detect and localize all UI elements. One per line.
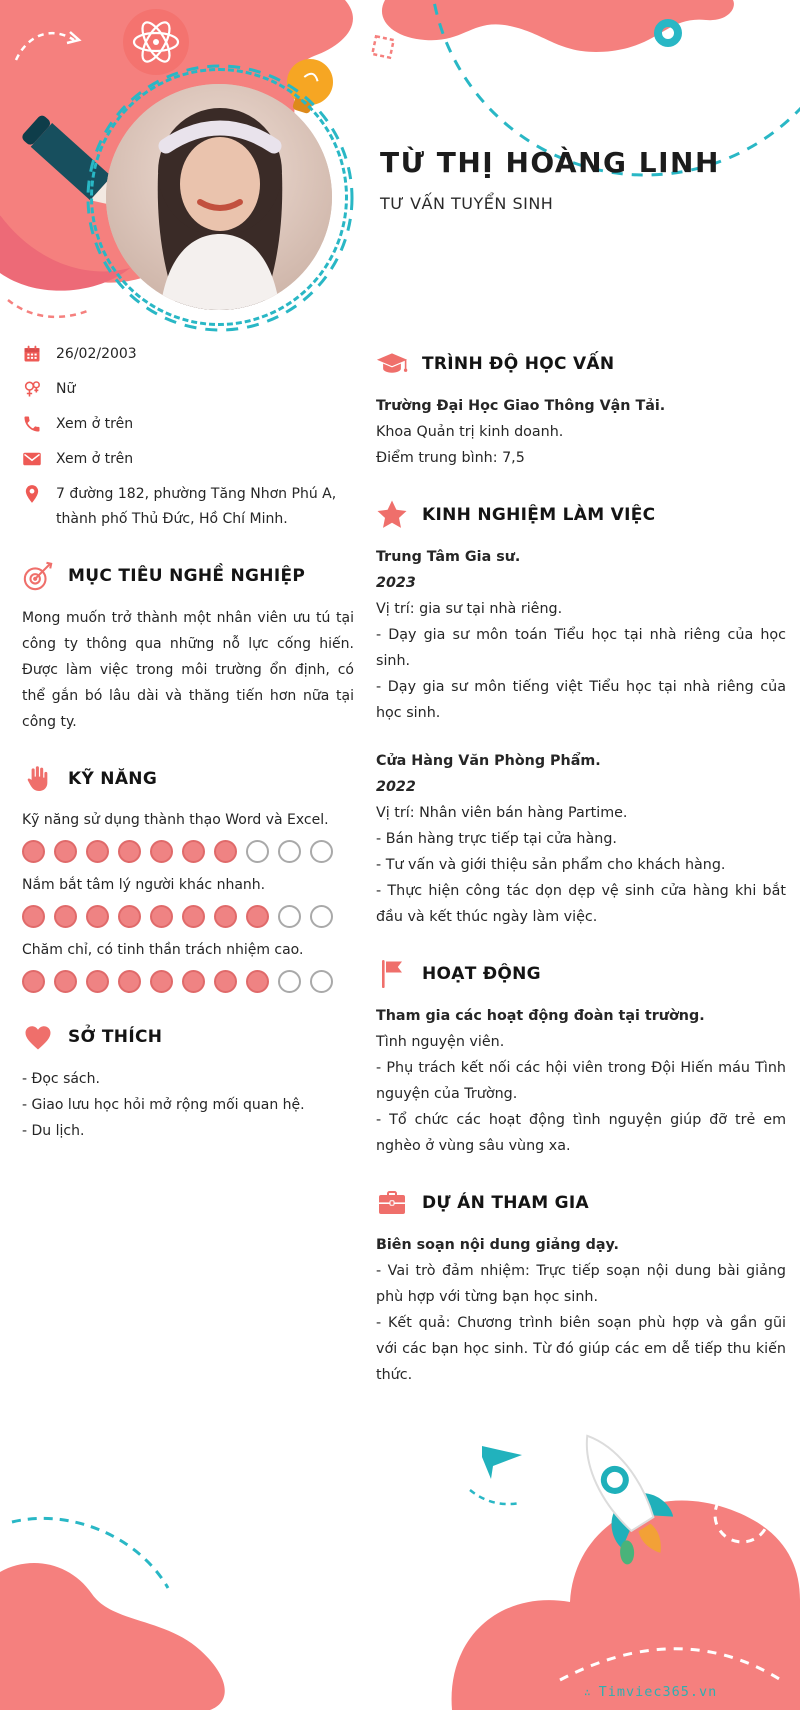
hand-icon [22, 763, 54, 795]
rating-dot-filled [246, 970, 269, 993]
section-title: KỸ NĂNG [68, 769, 158, 789]
skill-rating [22, 905, 354, 928]
section-title: SỞ THÍCH [68, 1027, 163, 1047]
rating-dot-filled [118, 970, 141, 993]
job-line: Vị trí: Nhân viên bán hàng Partime. [376, 805, 628, 821]
phone-icon [22, 412, 42, 434]
skill-rating [22, 970, 354, 993]
rating-dot-filled [214, 905, 237, 928]
calendar-icon [22, 342, 42, 364]
rating-dot-filled [118, 905, 141, 928]
education-school: Trường Đại Học Giao Thông Vận Tải. [376, 398, 666, 414]
job-line: Vị trí: gia sư tại nhà riêng. [376, 601, 563, 617]
rating-dot-filled [54, 840, 77, 863]
contact-row-birthday [22, 342, 354, 367]
activity-line: Tình nguyện viên. [376, 1034, 505, 1050]
skill-item [22, 938, 354, 993]
contact-row-gender [22, 377, 354, 402]
objective-text: Mong muốn trở thành một nhân viên ưu tú tại công ty thông qua những nỗ lực cống hiến. Được làm việc trong môi trường ổn định, có thể gắn bó lâu dài và thăng tiến hơn nữa tại công ty. [22, 610, 354, 730]
contact-text-phone: Xem ở trên [56, 416, 134, 432]
education-heading [376, 348, 786, 380]
education-faculty: Khoa Quản trị kinh doanh. [376, 424, 564, 440]
skill-item [22, 873, 354, 928]
dots-icon: ∴ [584, 1685, 592, 1699]
hobbies-heading [22, 1021, 354, 1053]
skill-label: Nắm bắt tâm lý người khác nhanh. [22, 877, 266, 893]
education-gpa: Điểm trung bình: 7,5 [376, 450, 525, 466]
atom-icon [123, 9, 189, 75]
rating-dot-empty [246, 840, 269, 863]
contact-list [22, 342, 354, 532]
contact-row-address [22, 482, 354, 532]
experience-job [376, 748, 786, 930]
rating-dot-filled [22, 970, 45, 993]
job-company: Cửa Hàng Văn Phòng Phẩm. [376, 753, 601, 769]
rating-dot-filled [182, 840, 205, 863]
contact-row-email [22, 447, 354, 472]
section-projects [376, 1187, 786, 1388]
gender-icon [22, 377, 42, 399]
experience-job [376, 544, 786, 726]
rating-dot-filled [86, 905, 109, 928]
section-title: HOẠT ĐỘNG [422, 964, 541, 984]
section-title: DỰ ÁN THAM GIA [422, 1193, 589, 1213]
activity-line: - Phụ trách kết nối các hội viên trong Đội Hiến máu Tình nguyện của Trường. [376, 1060, 786, 1102]
rating-dot-filled [150, 905, 173, 928]
rating-dot-filled [54, 970, 77, 993]
section-education [376, 348, 786, 471]
rating-dot-filled [118, 840, 141, 863]
rating-dot-filled [22, 905, 45, 928]
job-year: 2023 [376, 575, 416, 591]
skill-label: Kỹ năng sử dụng thành thạo Word và Excel. [22, 812, 329, 828]
right-column [376, 348, 786, 1388]
contact-row-phone [22, 412, 354, 437]
rating-dot-filled [182, 970, 205, 993]
star-icon [376, 499, 408, 531]
skill-rating [22, 840, 354, 863]
section-objective [22, 560, 354, 735]
hobby-item: - Giao lưu học hỏi mở rộng mối quan hệ. [22, 1097, 305, 1113]
section-title: KINH NGHIỆM LÀM VIỆC [422, 505, 656, 525]
project-line: - Kết quả: Chương trình biên soạn phù hợp và gần gũi với các bạn học sinh. Từ đó giúp các em dễ tiếp thu kiến thức. [376, 1315, 786, 1383]
rating-dot-filled [214, 970, 237, 993]
contact-text-gender: Nữ [56, 381, 76, 397]
hobby-item: - Đọc sách. [22, 1071, 100, 1087]
activities-title: Tham gia các hoạt động đoàn tại trường. [376, 1008, 705, 1024]
footer-watermark[interactable] [584, 1684, 717, 1700]
candidate-name: TỪ THỊ HOÀNG LINH [380, 146, 720, 179]
rating-dot-filled [150, 840, 173, 863]
projects-title: Biên soạn nội dung giảng dạy. [376, 1237, 619, 1253]
left-column [22, 342, 354, 1144]
job-line: - Tư vấn và giới thiệu sản phẩm cho khách hàng. [376, 857, 726, 873]
job-line: - Dạy gia sư môn toán Tiểu học tại nhà riêng của học sinh. [376, 627, 786, 669]
flag-icon [376, 958, 408, 990]
contact-text-birthday: 26/02/2003 [56, 346, 137, 362]
job-year: 2022 [376, 779, 416, 795]
rating-dot-empty [310, 970, 333, 993]
target-dart-icon [22, 560, 54, 592]
rating-dot-filled [54, 905, 77, 928]
contact-text-email: Xem ở trên [56, 451, 134, 467]
section-hobbies [22, 1021, 354, 1144]
footer-decoration [0, 1350, 800, 1710]
briefcase-icon [376, 1187, 408, 1219]
skill-item [22, 808, 354, 863]
rating-dot-filled [182, 905, 205, 928]
location-icon [22, 482, 42, 504]
rating-dot-filled [86, 970, 109, 993]
rating-dot-empty [278, 970, 301, 993]
objective-heading [22, 560, 354, 592]
activity-line: - Tổ chức các hoạt động tình nguyện giúp đỡ trẻ em nghèo ở vùng sâu vùng xa. [376, 1112, 786, 1154]
rating-dot-empty [310, 905, 333, 928]
rating-dot-filled [22, 840, 45, 863]
heart-icon [22, 1021, 54, 1053]
job-line: - Dạy gia sư môn tiếng việt Tiểu học tại nhà riêng của học sinh. [376, 679, 786, 721]
job-company: Trung Tâm Gia sư. [376, 549, 521, 565]
rating-dot-empty [278, 840, 301, 863]
rating-dot-empty [310, 840, 333, 863]
section-activities [376, 958, 786, 1159]
projects-heading [376, 1187, 786, 1219]
candidate-title: TƯ VẤN TUYỂN SINH [380, 194, 554, 213]
section-title: TRÌNH ĐỘ HỌC VẤN [422, 354, 615, 374]
portrait-placeholder [106, 84, 332, 310]
job-line: - Thực hiện công tác dọn dẹp vệ sinh cửa hàng khi bắt đầu và kết thúc ngày làm việc. [376, 883, 786, 925]
activities-heading [376, 958, 786, 990]
skill-label: Chăm chỉ, có tinh thần trách nhiệm cao. [22, 942, 304, 958]
rating-dot-filled [86, 840, 109, 863]
project-line: - Vai trò đảm nhiệm: Trực tiếp soạn nội dung bài giảng phù hợp với từng bạn học sinh. [376, 1263, 786, 1305]
rating-dot-empty [278, 905, 301, 928]
rating-dot-filled [150, 970, 173, 993]
rating-dot-filled [214, 840, 237, 863]
paper-plane-icon [482, 1446, 522, 1479]
contact-text-address: 7 đường 182, phường Tăng Nhơn Phú A, thành phố Thủ Đức, Hồ Chí Minh. [56, 486, 337, 527]
section-title: MỤC TIÊU NGHỀ NGHIỆP [68, 566, 306, 586]
footer-brand: Timviec365.vn [598, 1684, 718, 1700]
section-skills [22, 763, 354, 993]
job-line: - Bán hàng trực tiếp tại cửa hàng. [376, 831, 617, 847]
hobby-item: - Du lịch. [22, 1123, 85, 1139]
skills-heading [22, 763, 354, 795]
graduation-cap-icon [376, 348, 408, 380]
rating-dot-filled [246, 905, 269, 928]
section-experience [376, 499, 786, 930]
header [380, 146, 720, 213]
profile-photo [106, 84, 332, 310]
experience-heading [376, 499, 786, 531]
email-icon [22, 447, 42, 469]
